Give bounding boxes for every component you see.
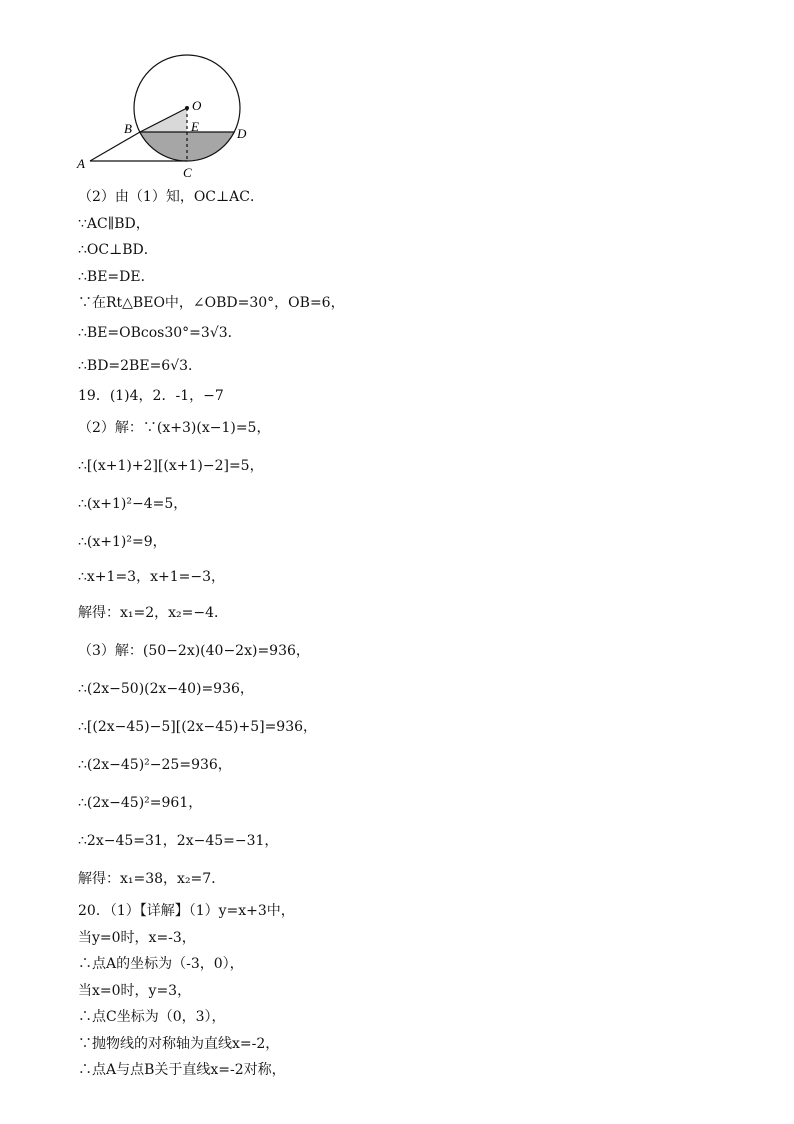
text-line: 解得：x₁=2，x₂=−4．	[78, 605, 229, 621]
label-e: E	[191, 119, 199, 134]
text-line: ∴点C坐标为（0，3），	[78, 1009, 226, 1025]
line-ab	[90, 132, 140, 161]
text-line: ∴点A的坐标为（-3，0），	[78, 956, 244, 972]
solution-text	[78, 184, 758, 1084]
text-line: 当y=0时，x=-3，	[78, 929, 196, 946]
text-line: ∴2x−45=31，2x−45=−31，	[78, 833, 279, 849]
label-b: B	[124, 121, 132, 136]
text-line: ∵AC∥BD，	[78, 215, 150, 232]
text-line: 解得：x₁=38，x₂=7．	[78, 871, 226, 887]
text-line: （3）解：(50−2x)(40−2x)=936，	[78, 643, 310, 659]
text-line: ∴(2x−45)²−25=936，	[78, 757, 232, 773]
text-line: ∴BE=OBcos30°=3√3．	[78, 324, 242, 341]
label-d: D	[237, 126, 247, 141]
text-line: 当x=0时，y=3，	[78, 982, 192, 999]
text-line: ∵在Rt△BEO中，∠OBD=30°，OB=6，	[78, 295, 345, 311]
text-line: ∴[(x+1)+2][(x+1)−2]=5，	[78, 458, 264, 474]
text-line: ∵抛物线的对称轴为直线x=-2，	[78, 1035, 280, 1052]
text-line: ∴OC⊥BD．	[78, 242, 158, 258]
text-line: ∴x+1=3，x+1=−3，	[78, 569, 225, 585]
text-line: 20．（1）【详解】（1）y=x+3中，	[78, 903, 295, 919]
text-line: （2）由（1）知，OC⊥AC．	[78, 189, 264, 205]
text-line: 19．(1)4，2．-1，−7	[78, 387, 224, 404]
text-line: ∴(2x−45)²=961，	[78, 795, 203, 811]
label-c: C	[183, 165, 192, 180]
text-line: ∴(x+1)²−4=5，	[78, 496, 188, 512]
text-line: ∴[(2x−45)−5][(2x−45)+5]=936，	[78, 719, 318, 735]
geometry-figure	[70, 48, 260, 180]
label-a: A	[77, 156, 85, 171]
text-line: ∴(2x−50)(2x−40)=936，	[78, 681, 254, 697]
center-point-o	[185, 106, 189, 110]
label-o: O	[192, 98, 202, 113]
text-line: ∴BE=DE．	[78, 268, 155, 285]
text-line: ∴(x+1)²=9，	[78, 534, 167, 550]
text-line: ∴点A与点B关于直线x=-2对称，	[78, 1062, 286, 1078]
text-line: ∴BD=2BE=6√3．	[78, 357, 203, 374]
text-line: （2）解：∵(x+3)(x−1)=5，	[78, 420, 271, 436]
